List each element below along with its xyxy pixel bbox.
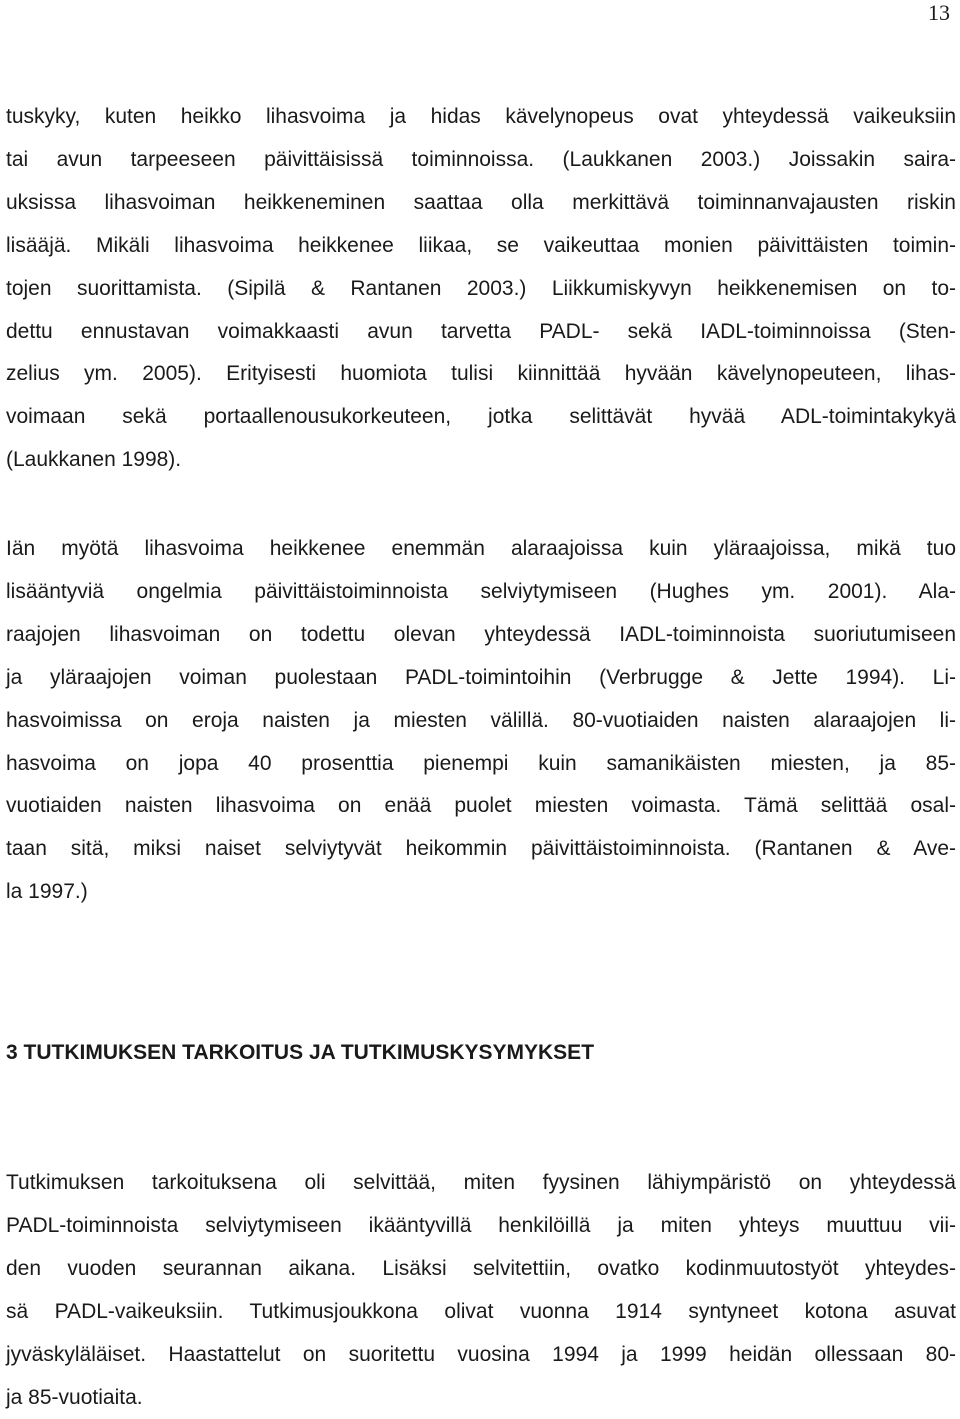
text-line: PADL-toiminnoista selviytymiseen ikääntyvillä henkilöillä ja miten yhteys muuttuu vii- [6,1213,956,1237]
text-line: dettu ennustavan voimakkaasti avun tarvetta PADL- sekä IADL-toiminnoissa (Sten- [6,319,956,343]
text-line: tai avun tarpeeseen päivittäisissä toiminnoissa. (Laukkanen 2003.) Joissakin saira- [6,147,956,171]
text-line: raajojen lihasvoiman on todettu olevan yhteydessä IADL-toiminnoista suoriutumiseen [6,622,956,646]
text-line: ja 85-vuotiaita. [6,1385,143,1409]
text-line: hasvoimissa on eroja naisten ja miesten välillä. 80-vuotiaiden naisten alaraajojen li- [6,708,956,732]
text-line: sä PADL-vaikeuksiin. Tutkimusjoukkona olivat vuonna 1914 syntyneet kotona asuvat [6,1299,956,1323]
text-line: lisääjä. Mikäli lihasvoima heikkenee liikaa, se vaikeuttaa monien päivittäisten toimin- [6,233,956,257]
text-line: voimaan sekä portaallenousukorkeuteen, jotka selittävät hyvää ADL-toimintakykyä [6,405,956,429]
text-line: ja yläraajojen voiman puolestaan PADL-toimintoihin (Verbrugge & Jette 1994). Li- [6,665,956,689]
paragraph-3 [6,1162,956,1419]
page-number: 13 [928,0,950,25]
text-line: Tutkimuksen tarkoituksena oli selvittää, miten fyysinen lähiympäristö on yhteydessä [6,1171,956,1194]
text-line: den vuoden seurannan aikana. Lisäksi selvitettiin, ovatko kodinmuutostyöt yhteydes- [6,1256,956,1280]
text-line: jyväskyläläiset. Haastattelut on suoritettu vuosina 1994 ja 1999 heidän ollessaan 80- [6,1342,956,1366]
text-line: uksissa lihasvoiman heikkeneminen saattaa olla merkittävä toiminnanvajausten riskin [6,190,956,214]
paragraph-2 [6,528,956,914]
text-line: hasvoima on jopa 40 prosenttia pienempi kuin samanikäisten miesten, ja 85- [6,751,956,775]
text-line: Iän myötä lihasvoima heikkenee enemmän alaraajoissa kuin yläraajoissa, mikä tuo [6,537,956,560]
text-line: tojen suorittamista. (Sipilä & Rantanen 2003.) Liikkumiskyvyn heikkenemisen on to- [6,276,956,300]
text-line: taan sitä, miksi naiset selviytyvät heikommin päivittäistoiminnoista. (Rantanen & Ave- [6,837,956,861]
text-line: tuskyky, kuten heikko lihasvoima ja hidas kävelynopeus ovat yhteydessä vaikeuksiin [6,105,956,128]
text-line: vuotiaiden naisten lihasvoima on enää puolet miesten voimasta. Tämä selittää osal- [6,794,956,818]
section-heading: 3 TUTKIMUKSEN TARKOITUS JA TUTKIMUSKYSYMYKSET [6,1041,595,1064]
text-line: zelius ym. 2005). Erityisesti huomiota tulisi kiinnittää hyvään kävelynopeuteen, lihas- [6,362,956,386]
text-line: lisääntyviä ongelmia päivittäistoiminnoista selviytymiseen (Hughes ym. 2001). Ala- [6,579,956,603]
text-line: la 1997.) [6,880,88,904]
text-line: (Laukkanen 1998). [6,448,182,472]
paragraph-1 [6,96,956,482]
